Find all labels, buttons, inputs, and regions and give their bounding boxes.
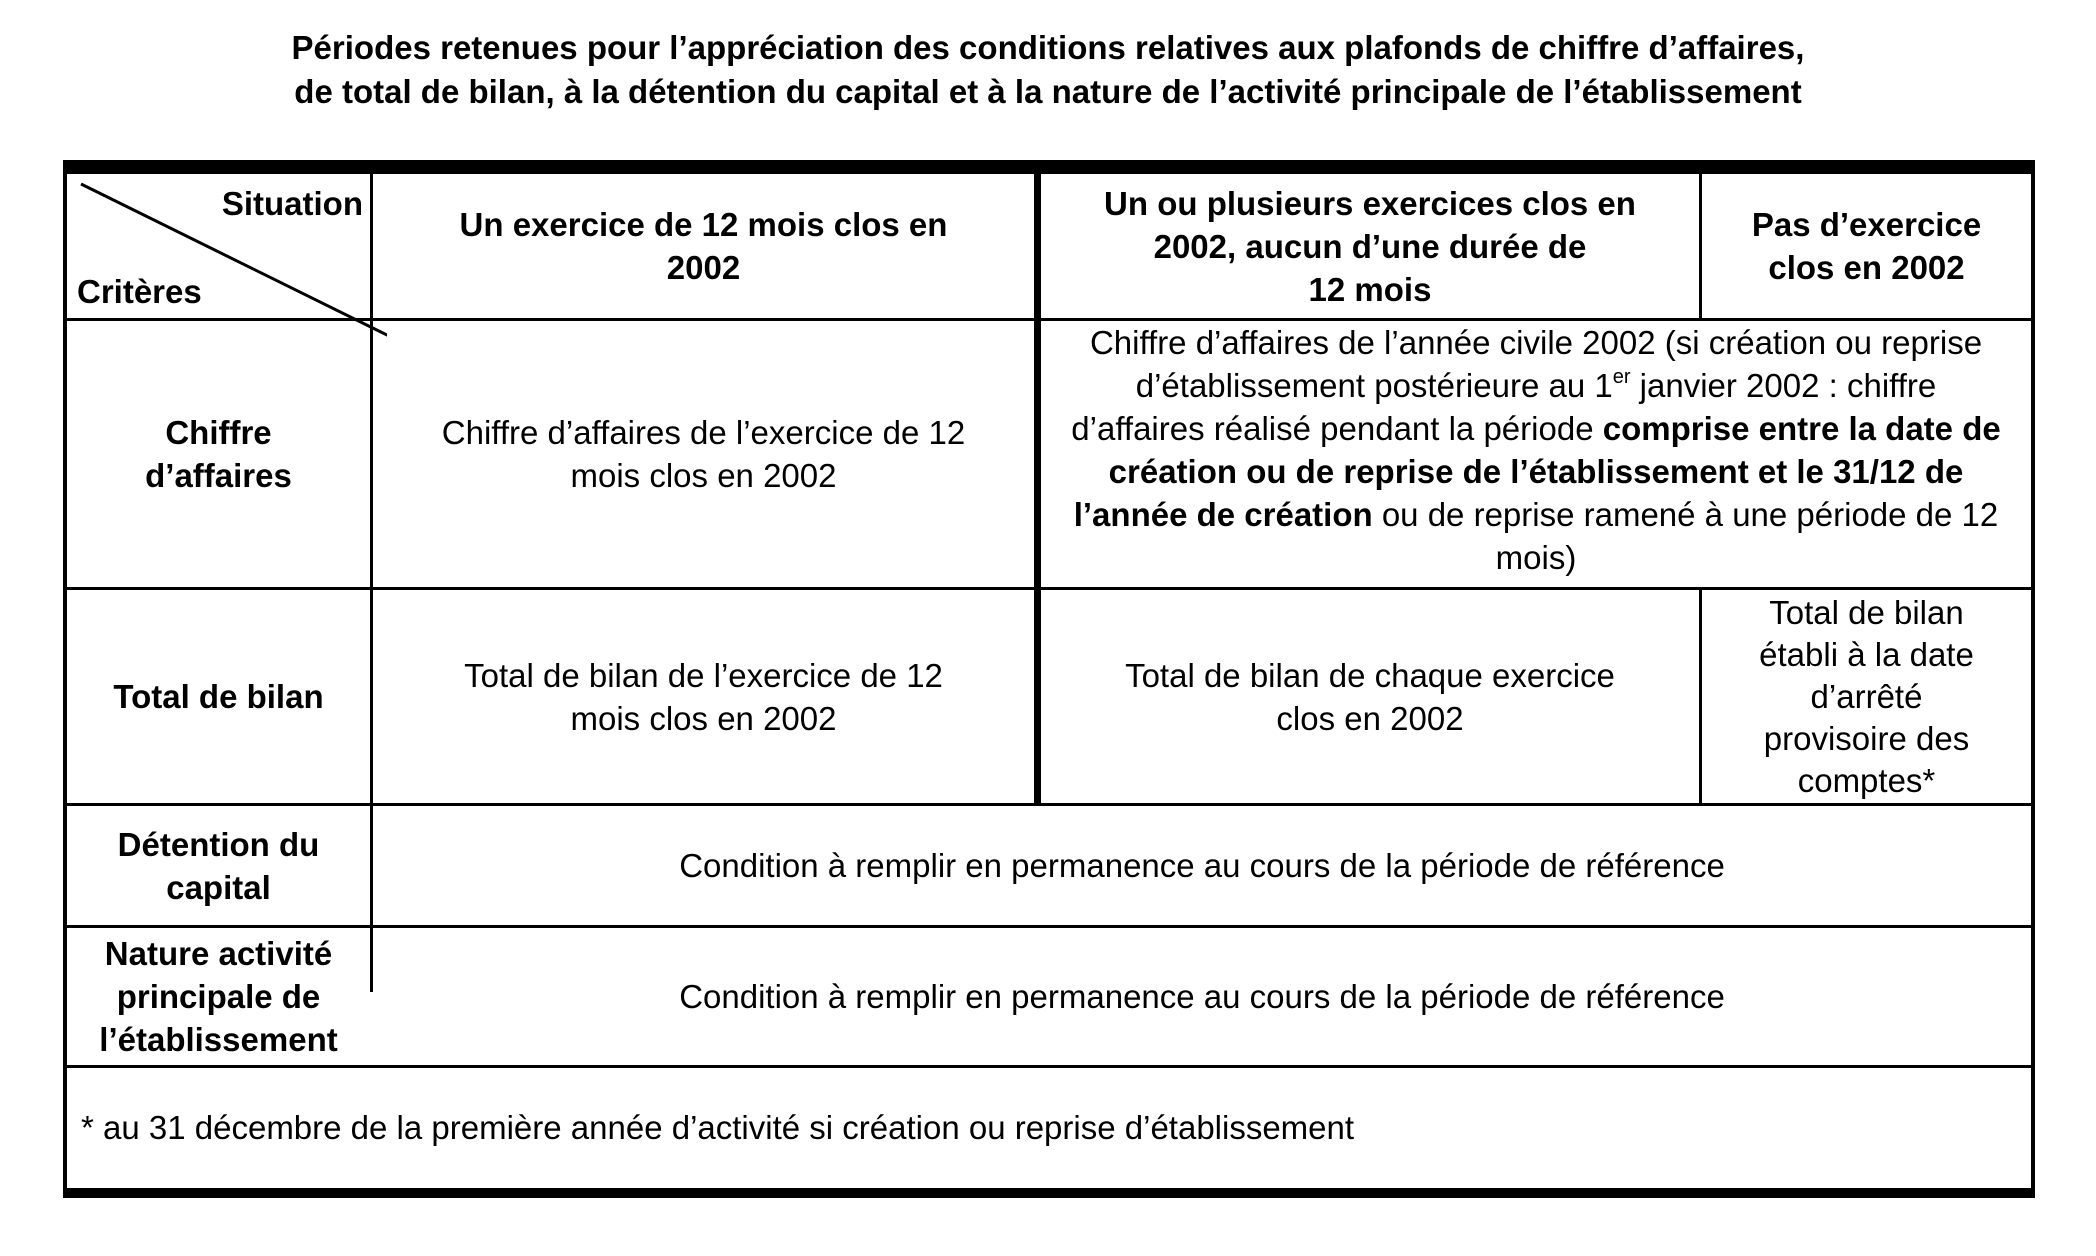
bilan-col-pas-exercice: Total de bilan établi à la date d’arrêté provisoire des comptes* xyxy=(1759,593,1974,799)
row-label-detention-capital: Détention du capital xyxy=(117,825,320,906)
detention-value: Condition à remplir en permanence au cours de la période de référence xyxy=(679,847,1725,884)
corner-criteres: Critères xyxy=(77,272,202,310)
ca-text-bold: comprise entre la date de création ou de reprise de l’établissement et le 31/12 de l’année de création xyxy=(1073,410,2001,533)
ca-text-sup: er xyxy=(1612,366,1631,388)
header-col-plusieurs-line1: Un ou plusieurs exercices clos en xyxy=(1104,184,1636,222)
row-label-chiffre-affaires: Chiffre d’affaires xyxy=(145,414,292,494)
bilan-col-plusieurs: Total de bilan de chaque exercice clos en 2002 xyxy=(1125,656,1615,737)
document-title xyxy=(0,26,2096,114)
ca-text-part3: ou de reprise ramené à une période de 12 mois) xyxy=(1372,496,1999,576)
bilan-col-12-mois: Total de bilan de l’exercice de 12 mois clos en 2002 xyxy=(464,656,943,737)
criteria-table xyxy=(63,160,2035,1198)
ca-col-autres xyxy=(1041,321,2031,587)
title-line-2: de total de bilan, à la détention du capital et à la nature de l’activité principale de l’établissement xyxy=(294,73,1802,110)
header-col-plusieurs-line2: 2002, aucun d’une durée de xyxy=(1153,227,1587,265)
header-col-pas-exercice: Pas d’exercice clos en 2002 xyxy=(1751,206,1982,286)
ca-text-part1: Chiffre d’affaires de l’année civile 2002 (si création ou reprise d’établissement postérieure au 1 xyxy=(1089,324,1983,404)
title-line-1: Périodes retenues pour l’appréciation des conditions relatives aux plafonds de chiffre d’affaires, xyxy=(291,29,1805,66)
nature-value: Condition à remplir en permanence au cours de la période de référence xyxy=(679,978,1725,1015)
ca-text-part2: janvier 2002 : chiffre d’affaires réalisé pendant la période xyxy=(1071,367,1937,447)
header-col-plusieurs xyxy=(1041,174,1699,318)
header-col-12-mois: Un exercice de 12 mois clos en 2002 xyxy=(459,206,948,286)
row-label-nature-activite: Nature activité principale de l’établissement xyxy=(99,935,338,1058)
col-divider-2-thick xyxy=(1034,174,1041,805)
footnote: * au 31 décembre de la première année d’activité si création ou reprise d’établissement xyxy=(81,1108,1355,1146)
ca-col-12-mois: Chiffre d’affaires de l’exercice de 12 mois clos en 2002 xyxy=(441,414,966,494)
corner-situation: Situation xyxy=(221,184,363,222)
row-label-total-bilan: Total de bilan xyxy=(113,678,324,715)
header-col-plusieurs-line3: 12 mois xyxy=(1308,270,1432,308)
